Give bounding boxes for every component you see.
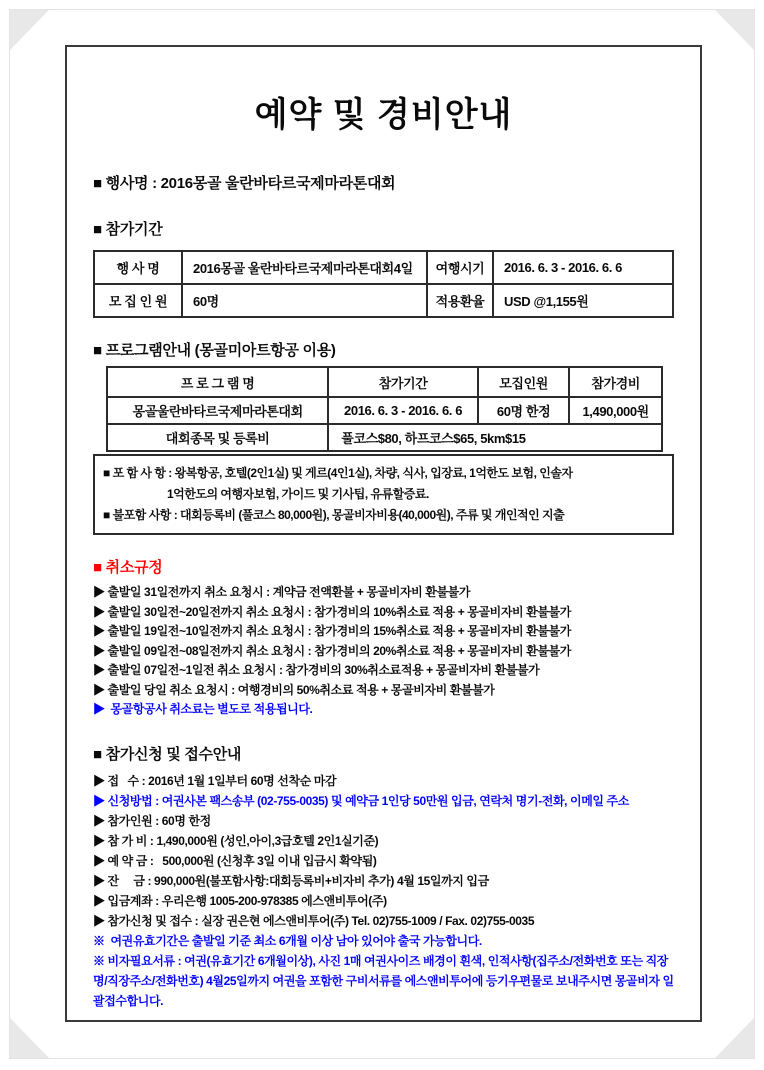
- cancellation-rules: [93, 583, 674, 720]
- excluded-items-line: ■ 불포함 사항 : 대회등록비 (풀코스 80,000원), 몽골비자비용(40,000원), 주류 및 개인적인 지출: [103, 508, 565, 522]
- application-item-deposit: ▶ 예 약 금 : 500,000원 (신청후 3일 이내 입금시 확약됨): [93, 853, 377, 868]
- period-table-label-rate: 적용환율: [427, 284, 493, 317]
- application-item-contact: ▶ 참가신청 및 접수 : 실장 권은현 에스앤비투어(주) Tel. 02)755-1009 / Fax. 02)755-0035: [93, 913, 535, 928]
- program-table-fee-value: 풀코스$80, 하프코스$65, 5km$15: [328, 424, 662, 451]
- document-sheet: [65, 45, 702, 1022]
- period-table-value-capacity: 60명: [182, 284, 427, 317]
- program-table-event-period: 2016. 6. 3 - 2016. 6. 6: [328, 397, 478, 424]
- application-item-fee: ▶ 참 가 비 : 1,490,000원 (성인,아이,3급호텔 2인1실기준): [93, 833, 379, 848]
- application-item-balance: ▶ 잔 금 : 990,000원(불포함사항:대회등록비+비자비 추가) 4월 15일까지 입금: [93, 873, 489, 888]
- photo-corner-bottom-right: [715, 1018, 754, 1058]
- application-heading: ■ 참가신청 및 접수안내: [93, 745, 242, 763]
- application-item-method: ▶ 신청방법 : 여권사본 팩스송부 (02-755-0035) 및 예약금 1인당 50만원 입금, 연락처 명기-전화, 이메일 주소: [93, 793, 629, 808]
- application-note-passport: ※ 여권유효기간은 출발일 기준 최소 6개월 이상 남아 있어야 출국 가능합니다.: [93, 933, 482, 948]
- program-table-header-name: 프 로 그 램 명: [107, 367, 328, 397]
- application-item-capacity: ▶ 참가인원 : 60명 한정: [93, 813, 211, 828]
- program-table-header-row: [107, 367, 662, 397]
- cancellation-rule: ▶ 출발일 31일전까지 취소 요청시 : 계약금 전액환불 + 몽골비자비 환불불가: [93, 585, 471, 599]
- period-table-row: [94, 251, 673, 284]
- photo-corner-top-left: [10, 10, 49, 50]
- application-note-visa-documents: ※ 비자필요서류 : 여권(유효기간 6개월이상), 사진 1매 여권사이즈 배경이 흰색, 인적사항(집주소/전화번호 또는 직장명/직장주소/전화번호) 4월25일까지 여권을 포함한 구비서류를 에스앤비투어에 등기우편물로 보내주시면 몽골비자 일괄접수합니다.: [93, 953, 674, 1008]
- cancellation-rule: ▶ 출발일 09일전~08일전까지 취소 요청시 : 참가경비의 20%취소료 적용 + 몽골비자비 환불불가: [93, 643, 571, 658]
- inclusion-exclusion-box: [93, 454, 674, 535]
- participation-period-heading: ■ 참가기간: [93, 221, 163, 238]
- program-table-event-name: 몽골울란바타르국제마라톤대회: [107, 397, 328, 424]
- cancellation-airline-note: ▶ 몽골항공사 취소료는 별도로 적용됩니다.: [93, 702, 313, 716]
- period-table-value-dates: 2016. 6. 3 - 2016. 6. 6: [493, 251, 673, 284]
- cancellation-rule: ▶ 출발일 19일전~10일전까지 취소 요청시 : 참가경비의 15%취소료 적용 + 몽골비자비 환불불가: [93, 624, 571, 638]
- photo-corner-bottom-left: [10, 1018, 49, 1058]
- program-table-fee-row: [107, 424, 662, 451]
- included-items-line1: ■ 포 함 사 항 : 왕복항공, 호텔(2인1실) 및 게르(4인1실), 차량, 식사, 입장료, 1억한도 보험, 인솔자: [103, 466, 573, 480]
- photo-corner-top-right: [715, 10, 754, 50]
- program-table-header-capacity: 모집인원: [478, 367, 569, 397]
- program-table-header-period: 참가기간: [328, 367, 478, 397]
- period-table-value-event: 2016몽골 울란바타르국제마라톤대회4일: [182, 251, 427, 284]
- page-title: 예약 및 경비안내: [254, 96, 513, 134]
- program-table-event-cost: 1,490,000원: [569, 397, 662, 424]
- application-item-reception: ▶ 접 수 : 2016년 1월 1일부터 60명 선착순 마감: [93, 773, 337, 788]
- included-items-line2: 1억한도의 여행자보험, 가이드 및 기사팁, 유류할증료.: [167, 487, 429, 501]
- program-table: [106, 366, 663, 452]
- period-table-label-event: 행 사 명: [94, 251, 182, 284]
- program-table-event-row: [107, 397, 662, 424]
- period-table-label-dates: 여행시기: [427, 251, 493, 284]
- event-name-heading: ■ 행사명 : 2016몽골 울란바타르국제마라톤대회: [93, 175, 396, 192]
- period-table-value-rate: USD @1,155원: [493, 284, 673, 317]
- cancellation-rule: ▶ 출발일 당일 취소 요청시 : 여행경비의 50%취소료 적용 + 몽골비자비 환불불가: [93, 682, 495, 697]
- period-table-row: [94, 284, 673, 317]
- period-table: [93, 250, 674, 318]
- cancellation-rule: ▶ 출발일 30일전~20일전까지 취소 요청시 : 참가경비의 10%취소료 적용 + 몽골비자비 환불불가: [93, 604, 571, 619]
- program-guide-heading: ■ 프로그램안내 (몽골미아트항공 이용): [93, 342, 336, 359]
- period-table-label-capacity: 모 집 인 원: [94, 284, 182, 317]
- application-items: [93, 771, 674, 1011]
- program-table-header-cost: 참가경비: [569, 367, 662, 397]
- program-table-fee-label: 대회종목 및 등록비: [107, 424, 328, 451]
- application-item-bank-account: ▶ 입금계좌 : 우리은행 1005-200-978385 에스앤비투어(주): [93, 893, 387, 908]
- cancellation-rule: ▶ 출발일 07일전~1일전 취소 요청시 : 참가경비의 30%취소료적용 + 몽골비자비 환불불가: [93, 663, 540, 677]
- cancellation-heading: ■ 취소규정: [93, 559, 163, 576]
- program-table-event-capacity: 60명 한정: [478, 397, 569, 424]
